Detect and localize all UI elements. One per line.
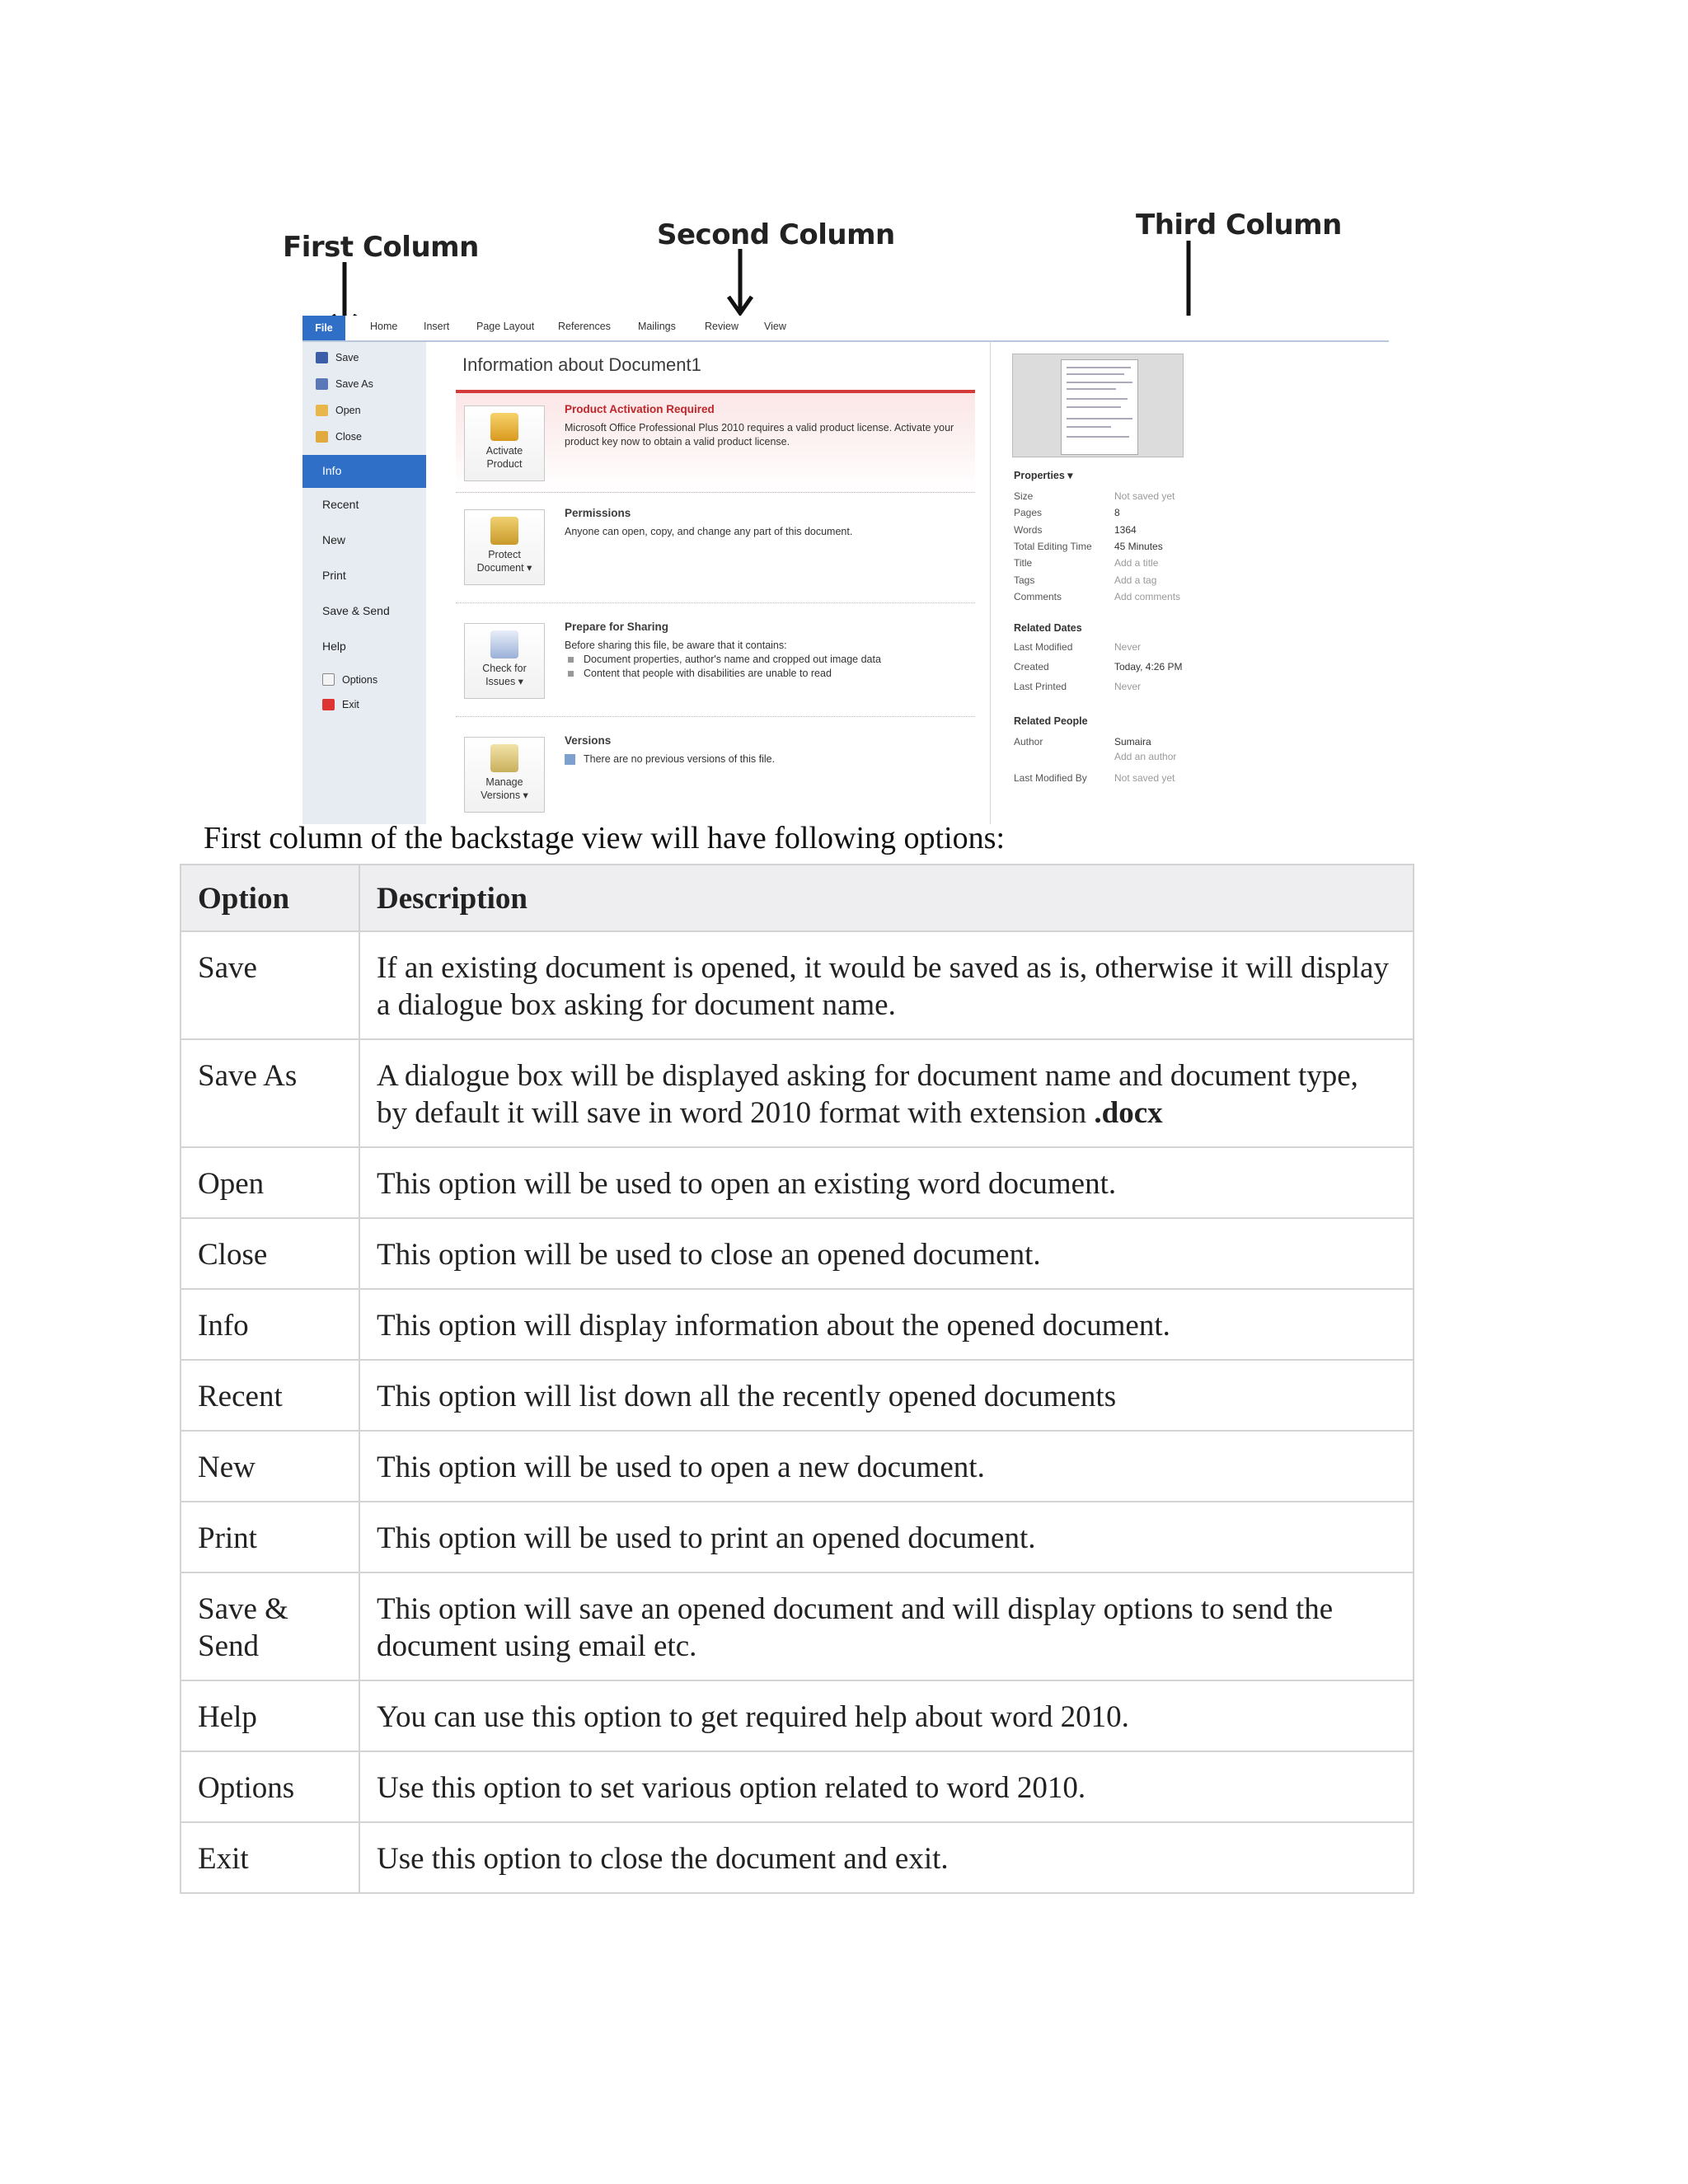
activation-title: Product Activation Required [565, 403, 715, 415]
sharing-text [565, 639, 968, 681]
header-description: Description [359, 865, 1414, 931]
backstage-options[interactable] [322, 673, 377, 686]
options-page-icon [322, 673, 335, 686]
option-cell: Recent [181, 1360, 359, 1431]
property-value: 1364 [1114, 523, 1137, 536]
versions-file-icon [565, 754, 575, 765]
option-cell: Save & Send [181, 1572, 359, 1680]
option-cell: Save As [181, 1039, 359, 1147]
thumbnail-line [1067, 382, 1132, 383]
versions-text-label: There are no previous versions of this file. [584, 753, 776, 765]
check-for-issues-button[interactable] [464, 623, 545, 699]
tab-references[interactable]: References [558, 321, 611, 332]
property-label: Title [1014, 557, 1033, 569]
table-header-row [181, 865, 1414, 931]
bullet-icon [568, 657, 574, 663]
table-row [181, 1289, 1414, 1360]
option-cell: Close [181, 1218, 359, 1289]
author-value: Sumaira [1114, 736, 1151, 748]
protect-document-button[interactable] [464, 509, 545, 585]
thumbnail-line [1067, 367, 1131, 368]
section-permissions [456, 497, 975, 603]
second-column-label: Second Column [657, 218, 895, 251]
backstage-save-as[interactable] [316, 378, 373, 390]
thumbnail-line [1067, 373, 1124, 375]
backstage-print[interactable]: Print [322, 569, 346, 582]
backstage-new[interactable]: New [322, 533, 346, 546]
thumbnail-page [1061, 359, 1138, 455]
description-cell: This option will list down all the recently opened documents [359, 1360, 1414, 1431]
property-value: 8 [1114, 507, 1120, 519]
sharing-bullet [568, 667, 968, 681]
thumbnail-line [1067, 418, 1132, 419]
activate-product-button[interactable] [464, 405, 545, 481]
header-option: Option [181, 865, 359, 931]
backstage-second-column [426, 342, 990, 824]
related-people-heading: Related People [1014, 715, 1088, 727]
thumbnail-line [1067, 426, 1111, 428]
tab-home[interactable]: Home [370, 321, 398, 332]
backstage-save-label: Save [335, 352, 359, 363]
description-cell: This option will display information about the opened document. [359, 1289, 1414, 1360]
sharing-bullet [568, 653, 968, 667]
property-label: Comments [1014, 590, 1062, 602]
option-cell: Open [181, 1147, 359, 1218]
manage-versions-label-2: Versions ▾ [481, 790, 528, 801]
thumbnail-line [1067, 388, 1116, 390]
sharing-title: Prepare for Sharing [565, 621, 669, 633]
ribbon-tab-bar [302, 316, 1389, 342]
property-label: Total Editing Time [1014, 540, 1092, 552]
protect-document-label-1: Protect [488, 549, 521, 560]
folder-open-icon [316, 405, 328, 416]
second-column-arrow [724, 249, 757, 320]
manage-versions-label-1: Manage [485, 776, 523, 788]
table-row [181, 1218, 1414, 1289]
related-date-value: Today, 4:26 PM [1114, 661, 1183, 673]
thumbnail-line [1067, 406, 1121, 408]
related-date-label: Last Printed [1014, 681, 1067, 692]
option-cell: Print [181, 1502, 359, 1572]
permissions-title: Permissions [565, 507, 631, 519]
thumbnail-line [1067, 436, 1129, 438]
section-sharing [456, 611, 975, 717]
floppy-disk-icon [316, 352, 328, 363]
versions-title: Versions [565, 734, 612, 747]
backstage-third-column [990, 342, 1389, 824]
add-author-link[interactable]: Add an author [1114, 751, 1177, 762]
description-cell: This option will save an opened document and will display options to send the document using email etc. [359, 1572, 1414, 1680]
manage-versions-button[interactable] [464, 737, 545, 813]
property-value: 45 Minutes [1114, 540, 1163, 552]
property-label: Size [1014, 490, 1034, 502]
description-cell: This option will be used to open a new document. [359, 1431, 1414, 1502]
table-row [181, 931, 1414, 1039]
tab-file[interactable]: File [302, 316, 345, 340]
backstage-save-send[interactable]: Save & Send [322, 604, 390, 617]
backstage-exit[interactable] [322, 699, 359, 710]
author-label: Author [1014, 736, 1043, 748]
property-label: Pages [1014, 507, 1043, 519]
sharing-bullet-text: Document properties, author's name and cropped out image data [584, 654, 881, 665]
check-issues-label-1: Check for [482, 663, 527, 674]
activate-product-label-2: Product [486, 458, 523, 470]
backstage-options-label: Options [342, 673, 378, 686]
activate-product-label-1: Activate [485, 445, 523, 457]
table-row [181, 1680, 1414, 1751]
related-date-value[interactable]: Never [1114, 641, 1142, 653]
activation-text: Microsoft Office Professional Plus 2010 requires a valid product license. Activate your product key now to obtain a valid product license. [565, 422, 954, 448]
option-cell: Options [181, 1751, 359, 1822]
tab-page-layout[interactable]: Page Layout [476, 321, 535, 332]
backstage-screenshot [302, 316, 1389, 824]
key-icon [490, 413, 518, 441]
backstage-close[interactable] [316, 431, 362, 443]
tab-insert[interactable]: Insert [424, 321, 450, 332]
versions-text [565, 752, 968, 766]
document-thumbnail [1012, 354, 1184, 457]
option-cell: Help [181, 1680, 359, 1751]
backstage-help[interactable]: Help [322, 640, 346, 653]
related-date-value[interactable]: Never [1114, 681, 1142, 692]
related-date-label: Last Modified [1014, 641, 1073, 653]
tab-mailings[interactable]: Mailings [638, 321, 676, 332]
backstage-exit-label: Exit [342, 699, 359, 710]
bullet-icon [568, 671, 574, 677]
last-modified-by-label: Last Modified By [1014, 772, 1087, 784]
description-cell: Use this option to close the document and exit. [359, 1822, 1414, 1893]
backstage-info[interactable] [302, 455, 426, 488]
property-value[interactable]: Add a title [1114, 557, 1159, 569]
section-versions [456, 724, 975, 824]
backstage-recent[interactable]: Recent [322, 498, 359, 511]
option-cell: Info [181, 1289, 359, 1360]
tab-view[interactable]: View [764, 321, 786, 332]
check-issues-label-2: Issues ▾ [485, 676, 523, 687]
permissions-text: Anyone can open, copy, and change any part of this document. [565, 526, 853, 537]
description-cell: This option will be used to close an opened document. [359, 1218, 1414, 1289]
description-cell: A dialogue box will be displayed asking for document name and document type, by default it will save in word 2010 format with extension .docx [359, 1039, 1414, 1147]
options-table-body [181, 931, 1414, 1893]
table-row [181, 1147, 1414, 1218]
thumbnail-line [1067, 398, 1128, 400]
sharing-intro: Before sharing this file, be aware that it contains: [565, 640, 787, 651]
property-value[interactable]: Add a tag [1114, 574, 1157, 586]
backstage-save-as-label: Save As [335, 378, 373, 390]
option-cell: Exit [181, 1822, 359, 1893]
backstage-open[interactable] [316, 405, 361, 416]
property-value[interactable]: Add comments [1114, 590, 1181, 602]
backstage-close-label: Close [335, 431, 362, 443]
third-column-label: Third Column [1136, 209, 1342, 241]
sharing-bullet-text: Content that people with disabilities are unable to read [584, 668, 832, 679]
backstage-open-label: Open [335, 405, 361, 416]
table-row [181, 1751, 1414, 1822]
description-cell: Use this option to set various option related to word 2010. [359, 1751, 1414, 1822]
backstage-save[interactable] [316, 352, 359, 363]
backstage-info-label: Info [322, 464, 342, 477]
table-caption: First column of the backstage view will have following options: [204, 821, 1006, 855]
protect-document-label-2: Document ▾ [476, 562, 532, 574]
lock-icon [490, 517, 518, 545]
folder-close-icon [316, 431, 328, 443]
backstage-first-column [302, 342, 427, 824]
file-extension: .docx [1094, 1096, 1163, 1130]
table-row [181, 1039, 1414, 1147]
table-row [181, 1360, 1414, 1431]
description-cell: If an existing document is opened, it would be saved as is, otherwise it will display a dialogue box asking for document name. [359, 931, 1414, 1039]
options-table [180, 864, 1414, 1894]
description-cell: This option will be used to open an existing word document. [359, 1147, 1414, 1218]
versions-icon [490, 744, 518, 772]
save-as-icon [316, 378, 328, 390]
related-date-label: Created [1014, 661, 1049, 673]
section-activation [456, 390, 975, 493]
option-cell: New [181, 1431, 359, 1502]
table-row [181, 1431, 1414, 1502]
related-dates-heading: Related Dates [1014, 622, 1082, 634]
table-row [181, 1572, 1414, 1680]
properties-heading[interactable]: Properties ▾ [1014, 470, 1073, 481]
tab-review[interactable]: Review [705, 321, 738, 332]
property-value[interactable]: Not saved yet [1114, 490, 1175, 502]
inspect-document-icon [490, 630, 518, 658]
last-modified-by-value: Not saved yet [1114, 772, 1175, 784]
option-cell: Save [181, 931, 359, 1039]
description-cell: You can use this option to get required help about word 2010. [359, 1680, 1414, 1751]
table-row [181, 1822, 1414, 1893]
first-column-label: First Column [283, 231, 479, 264]
description-cell: This option will be used to print an opened document. [359, 1502, 1414, 1572]
info-title: Information about Document1 [462, 354, 701, 375]
table-row [181, 1502, 1414, 1572]
property-label: Tags [1014, 574, 1035, 586]
exit-icon [322, 699, 335, 710]
property-label: Words [1014, 523, 1043, 536]
